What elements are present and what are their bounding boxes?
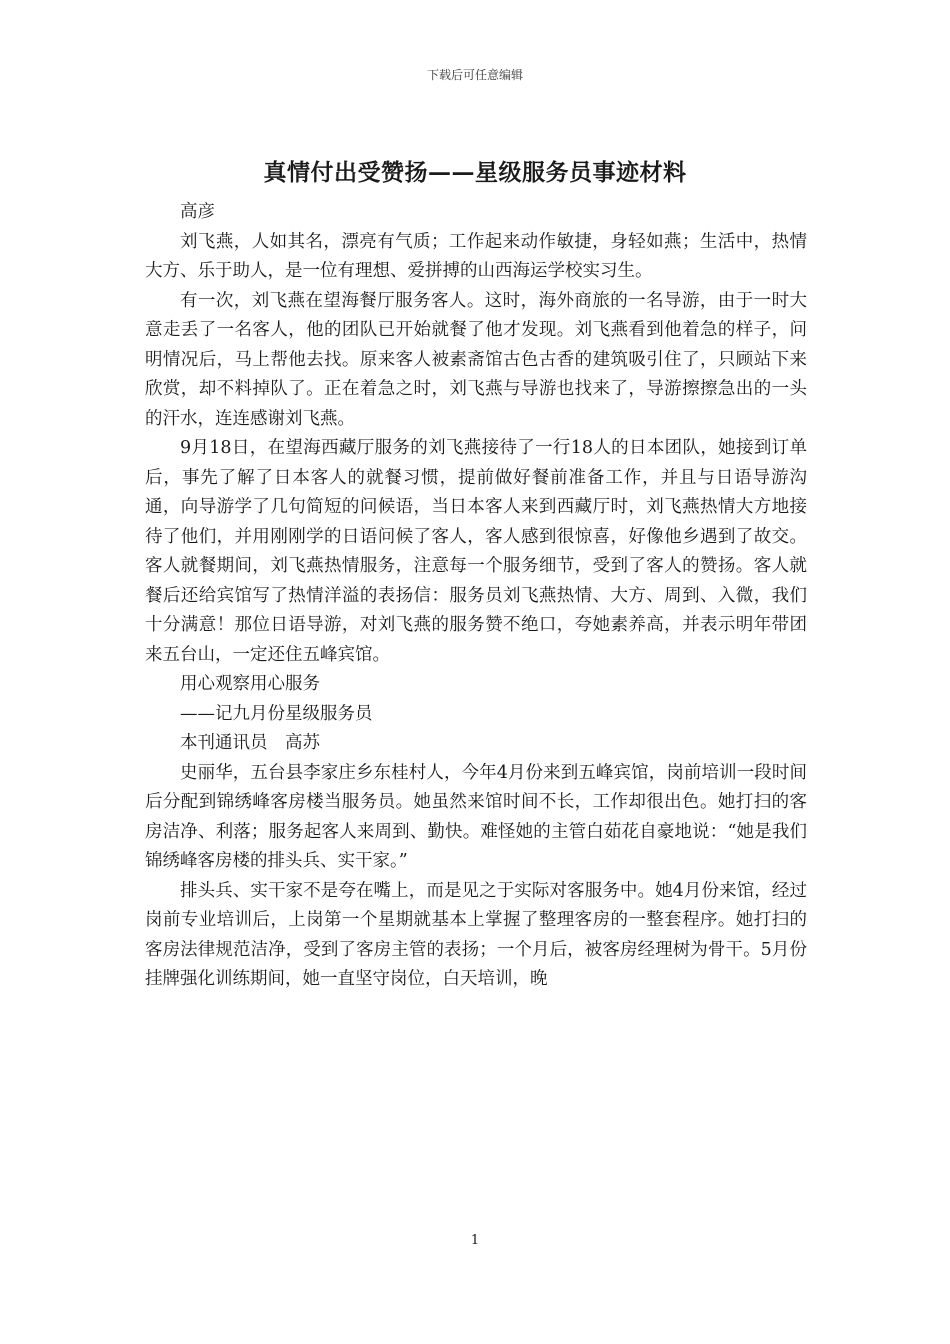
page-number: 1	[470, 1233, 480, 1248]
body-paragraph: 有一次，刘飞燕在望海餐厅服务客人。这时，海外商旅的一名导游，由于一时大意走丢了一名客人，他的团队已开始就餐了他才发现。刘飞燕看到他着急的样子，问明情况后，马上帮他去找。原来客人被素斋馆古色古香的建筑吸引住了，只顾站下来欣赏，却不料掉队了。正在着急之时，刘飞燕与导游也找来了，导游擦擦急出的一头的汗水，连连感谢刘飞燕。	[145, 290, 807, 429]
body-paragraph: 刘飞燕，人如其名，漂亮有气质；工作起来动作敏捷，身轻如燕；生活中，热情大方、乐于助人，是一位有理想、爱拼搏的山西海运学校实习生。	[145, 231, 807, 281]
section-byline: 本刊通讯员 高苏	[180, 733, 320, 753]
body-paragraph: 史丽华，五台县李家庄乡东桂村人，今年4月份来到五峰宾馆，岗前培训一段时间后分配到锦绣峰客房楼当服务员。她虽然来馆时间不长，工作却很出色。她打扫的客房洁净、利落；服务起客人来周到、勤快。难怪她的主管白茹花自豪地说：“她是我们锦绣峰客房楼的排头兵、实干家。”	[145, 762, 807, 871]
document-title: 真情付出受赞扬——星级服务员事迹材料	[263, 159, 687, 186]
body-paragraph: 9月18日，在望海西藏厅服务的刘飞燕接待了一行18人的日本团队，她接到订单后，事先了解了日本客人的就餐习惯，提前做好餐前准备工作，并且与日语导游沟通，向导游学了几句简短的问候语，当日本客人来到西藏厅时，刘飞燕热情大方地接待了他们，并用刚刚学的日语问候了客人，客人感到很惊喜，好像他乡遇到了故交。客人就餐期间，刘飞燕热情服务，注意每一个服务细节，受到了客人的赞扬。客人就餐后还给宾馆写了热情洋溢的表扬信：服务员刘飞燕热情、大方、周到、入微，我们十分满意！那位日语导游，对刘飞燕的服务赞不绝口，夸她素养高，并表示明年带团来五台山，一定还住五峰宾馆。	[145, 438, 807, 665]
section-title: 用心观察用心服务	[180, 674, 320, 694]
document-body	[145, 198, 807, 995]
page-header: 下载后可任意编辑	[426, 68, 523, 82]
body-paragraph: 排头兵、实干家不是夸在嘴上，而是见之于实际对客服务中。她4月份来馆，经过岗前专业培训后，上岗第一个星期就基本上掌握了整理客房的一整套程序。她打扫的客房法律规范洁净，受到了客房主管的表扬；一个月后，被客房经理树为骨干。5月份挂牌强化训练期间，她一直坚守岗位，白天培训，晚	[145, 880, 807, 989]
author-line: 高彦	[180, 202, 215, 222]
section-subtitle: ——记九月份星级服务员	[180, 703, 373, 724]
